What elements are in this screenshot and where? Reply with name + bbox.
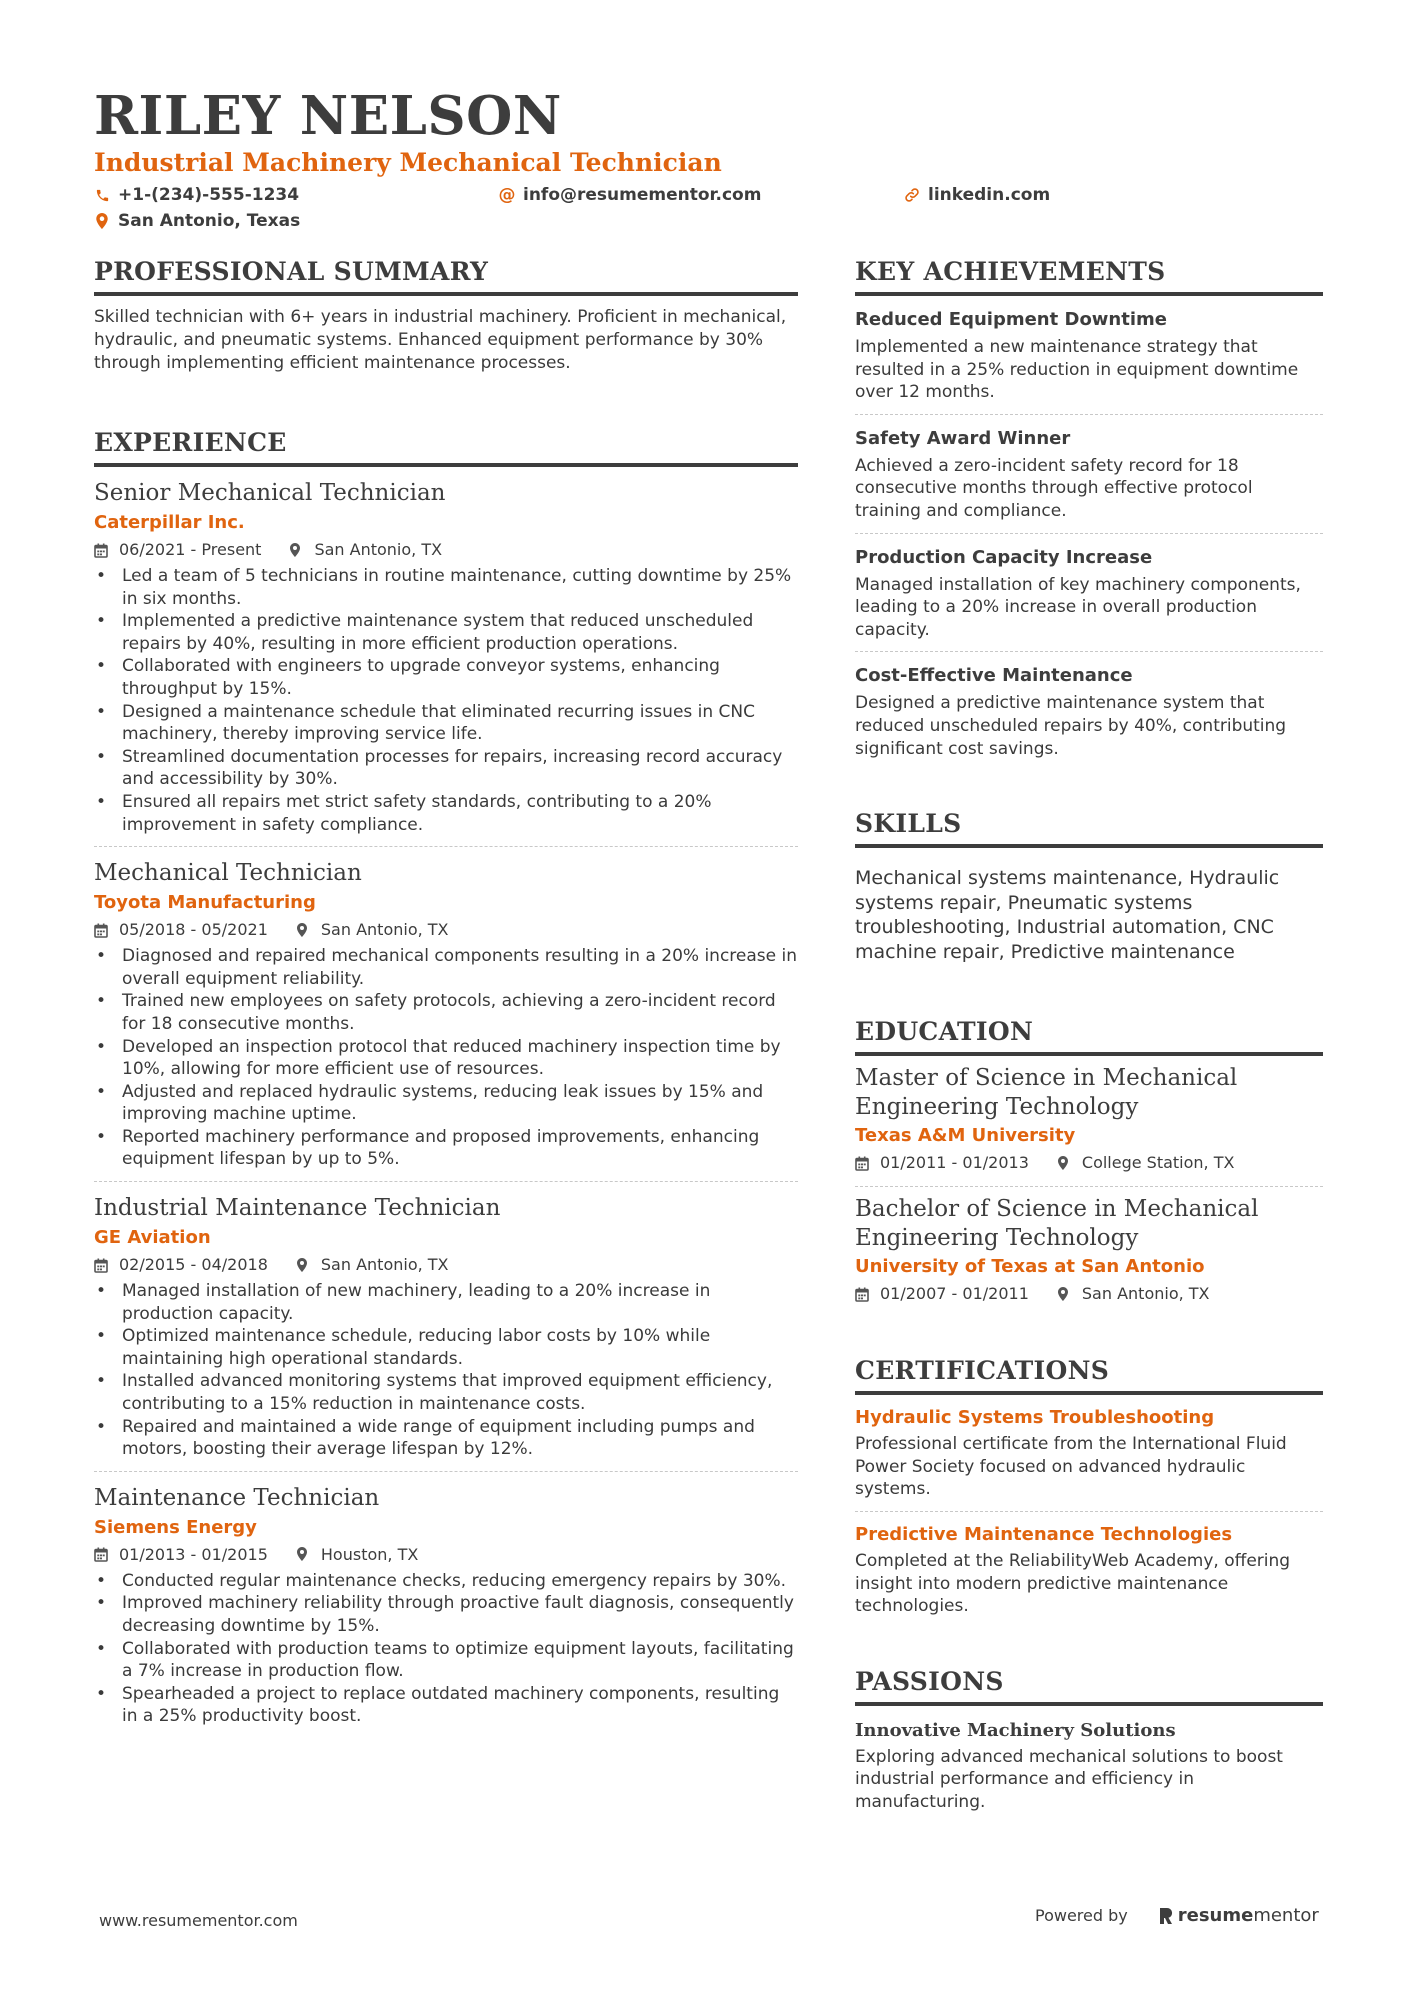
bullet-item: • Streamlined documentation processes for repairs, increasing record accuracy and accessibility by 30%. [94, 746, 798, 791]
link-icon [904, 187, 920, 203]
location-pin-icon [94, 213, 110, 229]
section-title: PROFESSIONAL SUMMARY [94, 254, 798, 296]
skills-text: Mechanical systems maintenance, Hydraulic systems repair, Pneumatic systems troubleshooting, Industrial automation, CNC machine repair, Predictive maintenance [855, 867, 1280, 963]
bullet-item: • Led a team of 5 technicians in routine maintenance, cutting downtime by 25% in six months. [94, 565, 798, 610]
certifications-section [855, 1353, 1323, 1628]
school-name: Texas A&M University [855, 1125, 1076, 1147]
resume-header [94, 86, 1324, 236]
calendar-icon [855, 1287, 870, 1302]
passion-list [855, 1706, 1323, 1814]
location-text: San Antonio, Texas [118, 211, 301, 231]
job-role: Industrial Maintenance Technician [94, 1195, 501, 1222]
date-range: 06/2021 - Present [119, 540, 262, 559]
job-entry [94, 467, 798, 847]
date-range: 01/2013 - 01/2015 [119, 1544, 268, 1564]
bullet-item: • Installed advanced monitoring systems that improved equipment efficiency, contributing to a 15% reduction in maintenance costs. [94, 1370, 798, 1415]
certification-item [855, 1395, 1323, 1512]
job-list [94, 467, 798, 1738]
bullet-item: • Collaborated with production teams to optimize equipment layouts, facilitating a 7% increase in production flow. [94, 1638, 798, 1683]
school-name: University of Texas at San Antonio [855, 1256, 1205, 1278]
achievements-section [855, 254, 1323, 770]
achievement-title: Cost-Effective Maintenance [855, 665, 1133, 687]
date-location-row [94, 537, 798, 563]
bullet-list [94, 1280, 798, 1461]
location-pin-icon [296, 923, 311, 938]
date-range: 05/2018 - 05/2021 [119, 920, 268, 940]
section-title: PASSIONS [855, 1664, 1323, 1706]
certification-list [855, 1395, 1323, 1628]
education-item [855, 1056, 1323, 1187]
passion-item [855, 1706, 1323, 1814]
phone-icon [94, 187, 110, 203]
company-name: Caterpillar Inc. [94, 512, 245, 533]
bullet-item: • Spearheaded a project to replace outdated machinery components, resulting in a 25% productivity boost. [94, 1683, 798, 1728]
phone-text: +1-(234)-555-1234 [118, 185, 300, 205]
contact-phone[interactable] [94, 182, 299, 208]
candidate-title: Industrial Machinery Mechanical Technician [94, 148, 722, 177]
candidate-name: RILEY NELSON [94, 85, 562, 147]
contact-info [94, 182, 1324, 236]
passion-desc: Exploring advanced mechanical solutions to boost industrial performance and efficiency in manufacturing. [855, 1746, 1283, 1812]
company-name: Siemens Energy [94, 1516, 257, 1538]
achievement-list [855, 296, 1323, 770]
passion-title: Innovative Machinery Solutions [855, 1719, 1176, 1741]
right-column [855, 254, 1323, 1849]
education-item [855, 1187, 1323, 1317]
at-icon: @ [498, 185, 516, 205]
bullet-item: • Implemented a predictive maintenance system that reduced unscheduled repairs by 40%, resulting in more efficient production operations. [94, 610, 798, 655]
brand-name-light: mentor [1253, 1905, 1319, 1926]
skills-section [855, 806, 1323, 964]
location: Houston, TX [320, 1544, 419, 1564]
calendar-icon [94, 1258, 109, 1273]
footer-website[interactable]: www.resumementor.com [99, 1911, 298, 1930]
location-pin-icon [296, 1547, 311, 1562]
job-entry [94, 1472, 798, 1738]
date-location-row [94, 1542, 798, 1568]
location-pin-icon [1057, 1287, 1072, 1302]
job-role: Maintenance Technician [94, 1484, 380, 1511]
date-range: 02/2015 - 04/2018 [119, 1255, 268, 1275]
contact-linkedin[interactable] [904, 182, 1050, 208]
degree-name: Bachelor of Science in Mechanical Engineering Technology [855, 1196, 1259, 1252]
bullet-list [94, 565, 798, 836]
footer-branding [1035, 1905, 1319, 1926]
bullet-list [94, 945, 798, 1171]
bullet-item: • Reported machinery performance and proposed improvements, enhancing equipment lifespan by up to 5%. [94, 1126, 798, 1171]
achievement-item [855, 415, 1323, 534]
section-title: KEY ACHIEVEMENTS [855, 254, 1323, 296]
section-title: CERTIFICATIONS [855, 1353, 1323, 1395]
bullet-item: • Improved machinery reliability through proactive fault diagnosis, consequently decreasing downtime by 15%. [94, 1592, 798, 1637]
left-column [94, 254, 798, 1774]
powered-by-text: Powered by [1035, 1906, 1128, 1925]
section-title: SKILLS [855, 806, 1323, 848]
date-location-row [94, 917, 798, 943]
certification-desc: Professional certificate from the International Fluid Power Society focused on advanced hydraulic systems. [855, 1434, 1287, 1500]
bullet-item: • Repaired and maintained a wide range of equipment including pumps and motors, boosting their average lifespan by 12%. [94, 1416, 798, 1461]
brand-logo[interactable] [1158, 1905, 1319, 1926]
location: San Antonio, TX [320, 1255, 449, 1275]
job-role: Mechanical Technician [94, 860, 362, 887]
education-list [855, 1056, 1323, 1317]
date-location-row [855, 1150, 1323, 1176]
passions-section [855, 1664, 1323, 1814]
experience-section [94, 425, 798, 1738]
section-title: EXPERIENCE [94, 425, 798, 467]
summary-text: Skilled technician with 6+ years in industrial machinery. Proficient in mechanical, hydraulic, and pneumatic systems. Enhanced equipment performance by 30% through implementing efficient maintenance processes. [94, 307, 787, 373]
certification-title: Hydraulic Systems Troubleshooting [855, 1407, 1215, 1429]
degree-name: Master of Science in Mechanical Engineering Technology [855, 1065, 1238, 1121]
bullet-item: • Collaborated with engineers to upgrade conveyor systems, enhancing throughput by 15%. [94, 655, 798, 700]
location-pin-icon [289, 543, 304, 558]
calendar-icon [94, 543, 109, 558]
achievement-desc: Implemented a new maintenance strategy that resulted in a 25% reduction in equipment downtime over 12 months. [855, 337, 1299, 403]
achievement-desc: Designed a predictive maintenance system that reduced unscheduled repairs by 40%, contributing significant cost savings. [855, 693, 1287, 759]
location: San Antonio, TX [320, 920, 449, 940]
resumementor-logo-icon [1158, 1906, 1174, 1926]
bullet-item: • Diagnosed and repaired mechanical components resulting in a 20% increase in overall equipment reliability. [94, 945, 798, 990]
contact-email[interactable] [499, 182, 761, 208]
summary-section [94, 254, 798, 375]
achievement-title: Production Capacity Increase [855, 546, 1153, 568]
location: San Antonio, TX [1081, 1284, 1210, 1304]
location-pin-icon [296, 1258, 311, 1273]
achievement-title: Safety Award Winner [855, 427, 1071, 449]
bullet-item: • Designed a maintenance schedule that eliminated recurring issues in CNC machinery, thereby improving service life. [94, 701, 798, 746]
certification-title: Predictive Maintenance Technologies [855, 1523, 1233, 1545]
calendar-icon [94, 923, 109, 938]
achievement-item [855, 652, 1323, 770]
bullet-item: • Developed an inspection protocol that reduced machinery inspection time by 10%, allowing for more efficient use of resources. [94, 1036, 798, 1081]
date-location-row [94, 1252, 798, 1278]
job-role: Senior Mechanical Technician [94, 480, 446, 506]
calendar-icon [94, 1547, 109, 1562]
date-range: 01/2007 - 01/2011 [880, 1284, 1029, 1304]
achievement-desc: Managed installation of key machinery components, leading to a 20% increase in overall production capacity. [855, 574, 1301, 640]
section-title: EDUCATION [855, 1014, 1323, 1056]
linkedin-text: linkedin.com [928, 185, 1051, 205]
achievement-item [855, 534, 1323, 653]
date-range: 01/2011 - 01/2013 [880, 1153, 1029, 1173]
date-location-row [855, 1281, 1323, 1307]
location: San Antonio, TX [314, 540, 443, 559]
brand-name-bold: resume [1177, 1905, 1254, 1926]
certification-desc: Completed at the ReliabilityWeb Academy, offering insight into modern predictive maintenance technologies. [855, 1550, 1291, 1617]
bullet-item: • Conducted regular maintenance checks, reducing emergency repairs by 30%. [94, 1570, 798, 1593]
education-section [855, 1014, 1323, 1317]
bullet-item: • Optimized maintenance schedule, reducing labor costs by 10% while maintaining high operational standards. [94, 1325, 798, 1370]
bullet-item: • Managed installation of new machinery, leading to a 20% increase in production capacity. [94, 1280, 798, 1325]
achievement-item [855, 296, 1323, 415]
company-name: GE Aviation [94, 1227, 211, 1249]
achievement-title: Reduced Equipment Downtime [855, 309, 1167, 330]
bullet-list [94, 1570, 798, 1728]
certification-item [855, 1512, 1323, 1628]
bullet-item: • Adjusted and replaced hydraulic systems, reducing leak issues by 15% and improving machine uptime. [94, 1081, 798, 1126]
location: College Station, TX [1081, 1153, 1235, 1173]
job-entry [94, 1182, 798, 1472]
calendar-icon [855, 1156, 870, 1171]
achievement-desc: Achieved a zero-incident safety record for 18 consecutive months through effective protocol training and compliance. [855, 455, 1253, 521]
bullet-item: • Trained new employees on safety protocols, achieving a zero-incident record for 18 consecutive months. [94, 990, 798, 1035]
location-pin-icon [1057, 1156, 1072, 1171]
bullet-item: • Ensured all repairs met strict safety standards, contributing to a 20% improvement in safety compliance. [94, 791, 798, 836]
contact-location [94, 208, 300, 234]
email-text: info@resumementor.com [523, 185, 762, 205]
company-name: Toyota Manufacturing [94, 892, 316, 914]
job-entry [94, 847, 798, 1182]
